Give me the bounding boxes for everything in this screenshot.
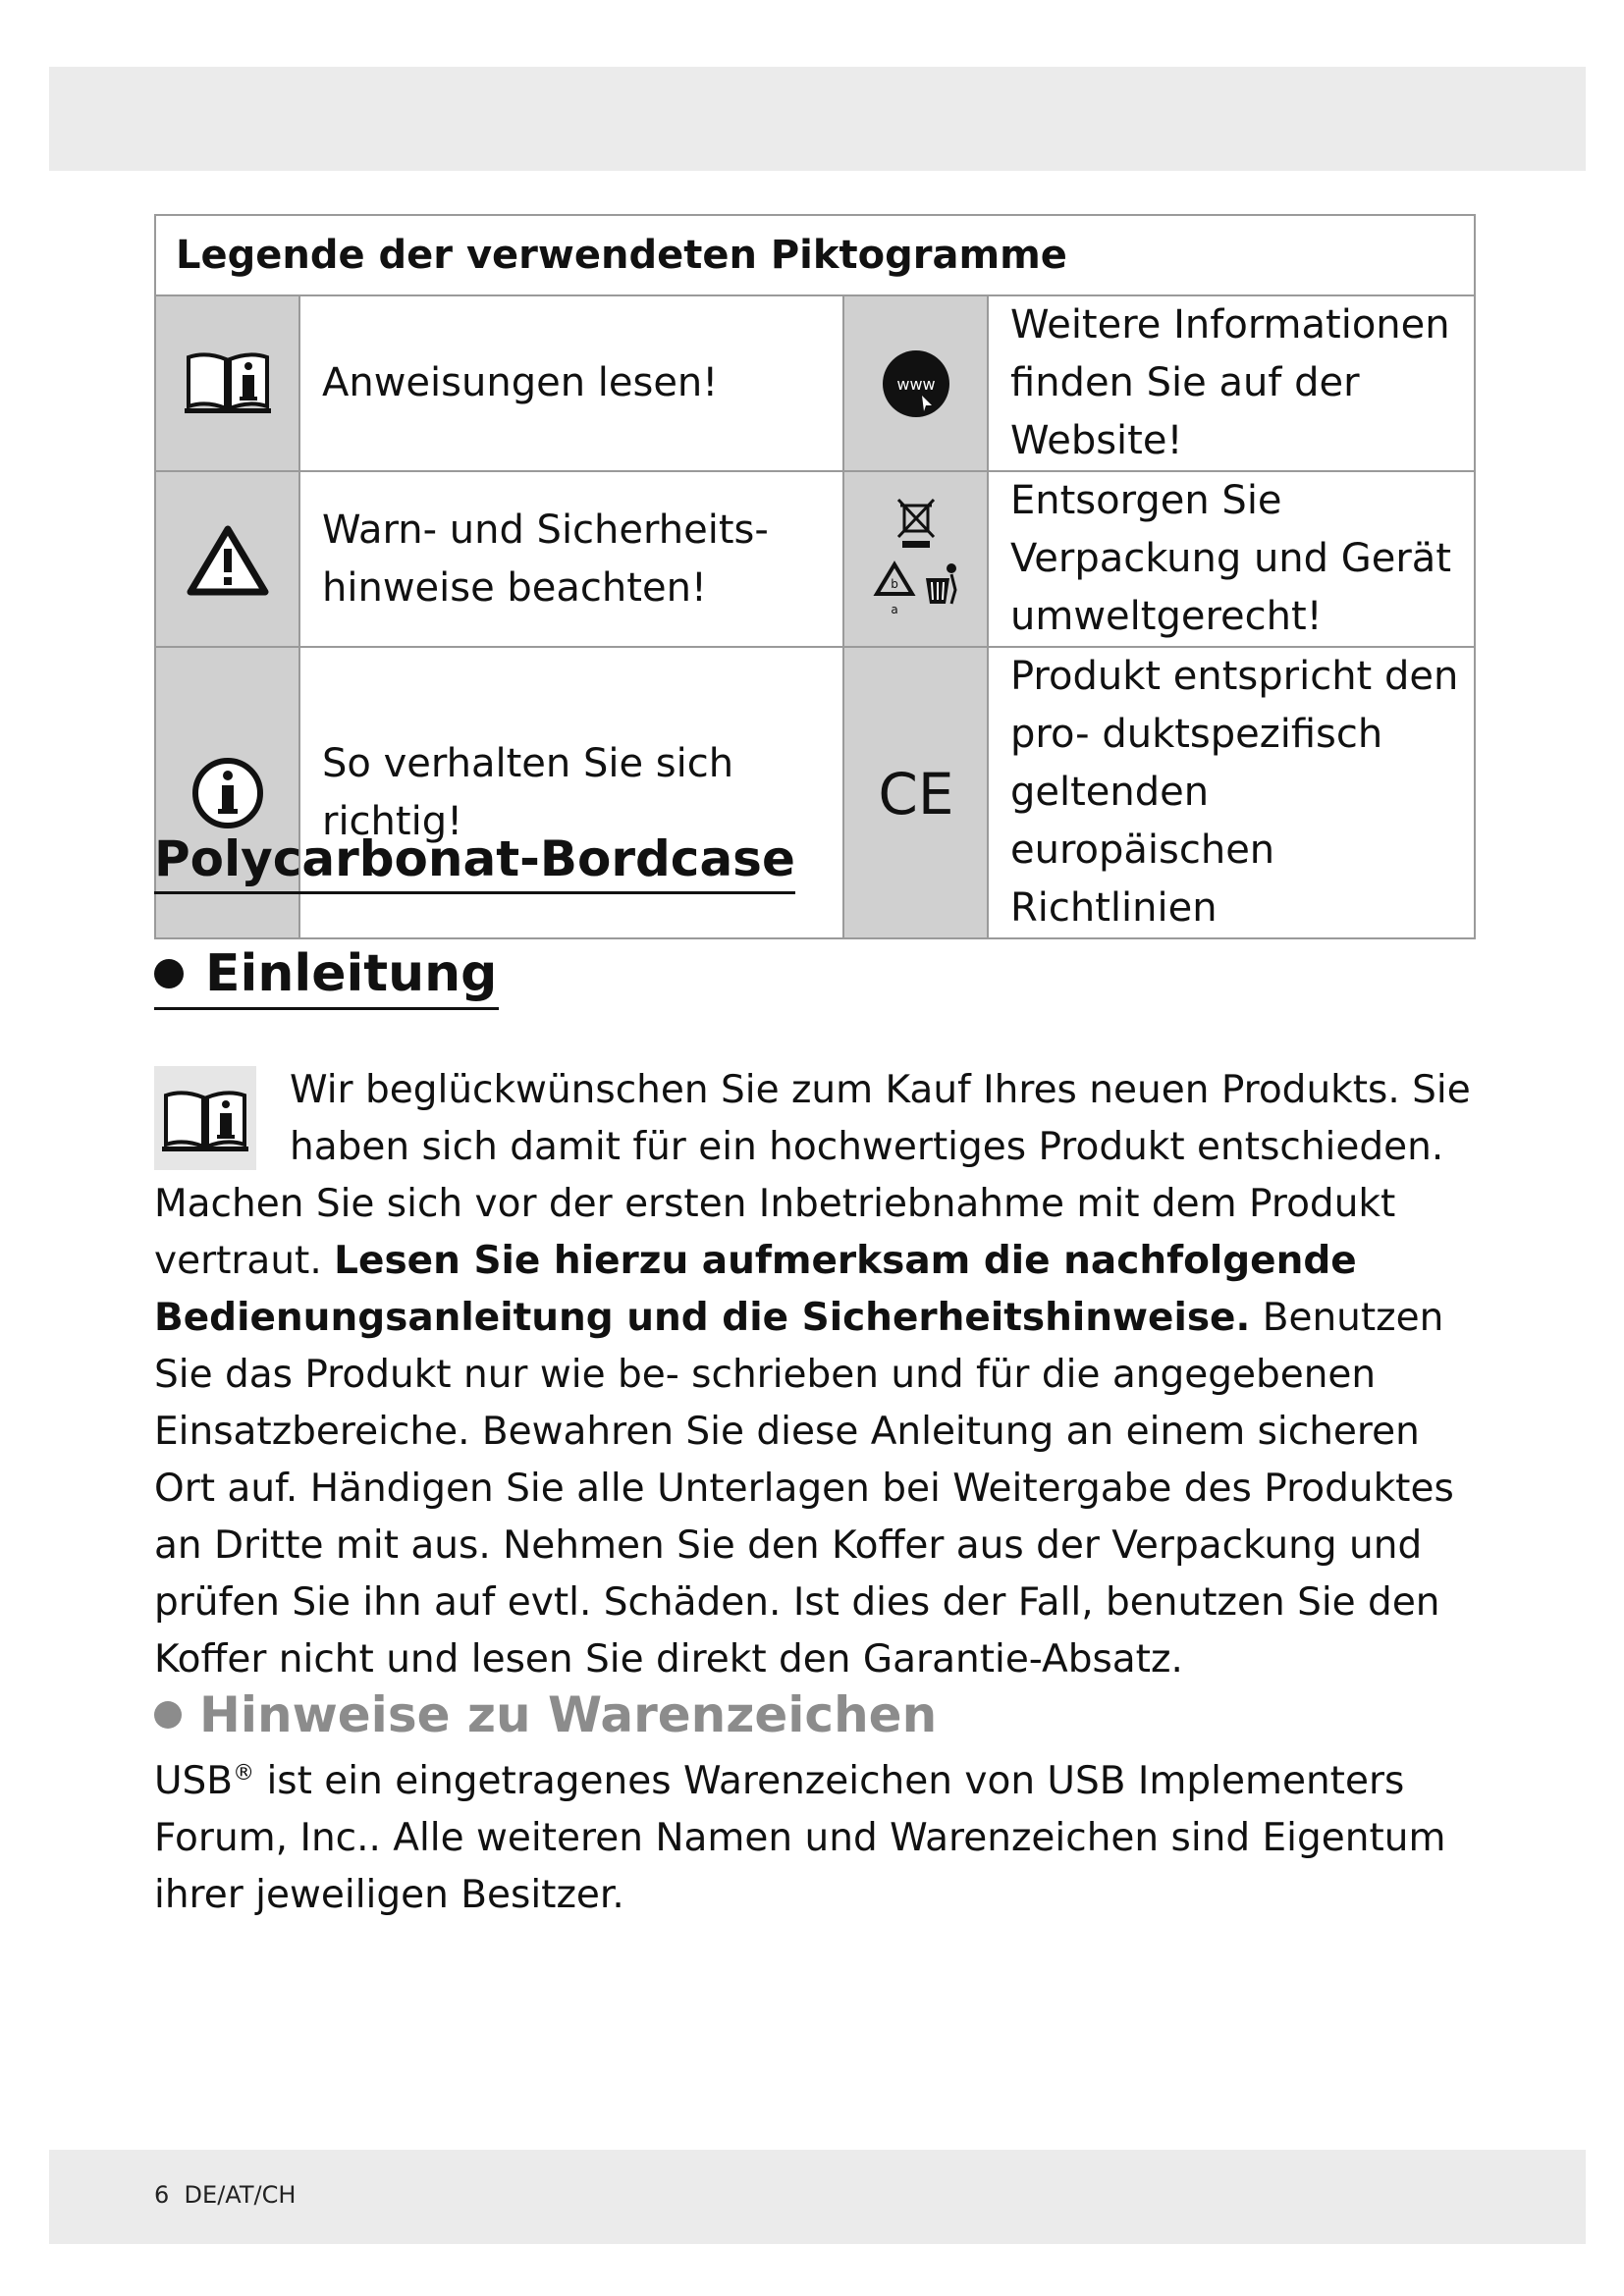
legend-text: Produkt entspricht den pro- duktspezifisch geltenden europäischen Richtlinien <box>988 647 1475 938</box>
trademark-heading <box>154 1686 937 1743</box>
intro-text-bold: Lesen Sie hierzu aufmerksam die nachfolgende Bedienungsanleitung und die Sicherheitshinweise. <box>154 1239 1357 1340</box>
intro-heading <box>154 944 499 1010</box>
intro-paragraph <box>154 1062 1485 1688</box>
person-bin-icon <box>926 563 956 604</box>
trademark-text: ist ein eingetragenes Warenzeichen von USB Implementers Forum, Inc.. Alle weiteren Namen und Warenzeichen sind Eigentum ihrer jeweiligen Besitzer. <box>154 1759 1446 1917</box>
legend-row <box>155 471 1475 647</box>
product-title: Polycarbonat-Bordcase <box>154 830 795 894</box>
crossed-bin-icon <box>898 500 934 548</box>
legend-row <box>155 295 1475 471</box>
footer-locale: DE/AT/CH <box>184 2181 297 2209</box>
recycle-bottom-label: a <box>890 602 898 616</box>
intro-heading-text: Einleitung <box>205 944 498 1003</box>
disposal-recycling-icon <box>843 471 988 647</box>
www-label: www <box>895 374 936 394</box>
www-icon <box>843 295 988 471</box>
recycle-icon <box>877 564 912 616</box>
legend-text: Warn- und Sicherheits- hinweise beachten! <box>299 471 843 647</box>
trademark-paragraph <box>154 1745 1489 1924</box>
ce-mark-icon <box>843 647 988 938</box>
book-info-icon <box>155 295 299 471</box>
legend-title: Legende der verwendeten Piktogramme <box>155 215 1475 295</box>
legend-row <box>155 647 1475 938</box>
trademark-heading-text: Hinweise zu Warenzeichen <box>199 1686 938 1743</box>
trademark-brand: USB <box>154 1759 234 1803</box>
page-number: 6 <box>154 2181 170 2209</box>
legend-text: Entsorgen Sie Verpackung und Gerät umweltgerecht! <box>988 471 1475 647</box>
legend-text: Weitere Informationen finden Sie auf der Website! <box>988 295 1475 471</box>
registered-mark: ® <box>233 1761 255 1786</box>
intro-text-start: Wir beglückwünschen Sie zum Kauf Ihres neuen Produkts. Sie haben sich damit für ein hochwertiges Produkt entschieden. Machen Sie sich vor der ersten Inbetriebnahme mit dem Produkt vertraut. <box>154 1068 1471 1283</box>
legend-text: Anweisungen lesen! <box>299 295 843 471</box>
intro-text-end: Benutzen Sie das Produkt nur wie be- schrieben und für die angegebenen Einsatzbereiche. Bewahren Sie diese Anleitung an einem sicheren Ort auf. Händigen Sie alle Unterlagen bei Weitergabe des Produktes an Dritte mit aus. Nehmen Sie den Koffer aus der Verpackung und prüfen Sie ihn auf evtl. Schäden. Ist dies der Fall, benutzen Sie den Koffer nicht und lesen Sie direkt den Garantie-Absatz. <box>154 1296 1454 1682</box>
footer <box>154 2181 296 2209</box>
warning-triangle-icon <box>155 471 299 647</box>
legend-text: So verhalten Sie sich richtig! <box>299 647 843 938</box>
bullet-icon <box>154 959 184 988</box>
book-info-icon <box>154 1066 256 1170</box>
info-circle-icon <box>155 647 299 938</box>
recycle-top-label: b <box>890 576 898 591</box>
header-band <box>49 67 1586 171</box>
ce-label: CE <box>877 760 954 828</box>
bullet-icon <box>154 1701 182 1729</box>
